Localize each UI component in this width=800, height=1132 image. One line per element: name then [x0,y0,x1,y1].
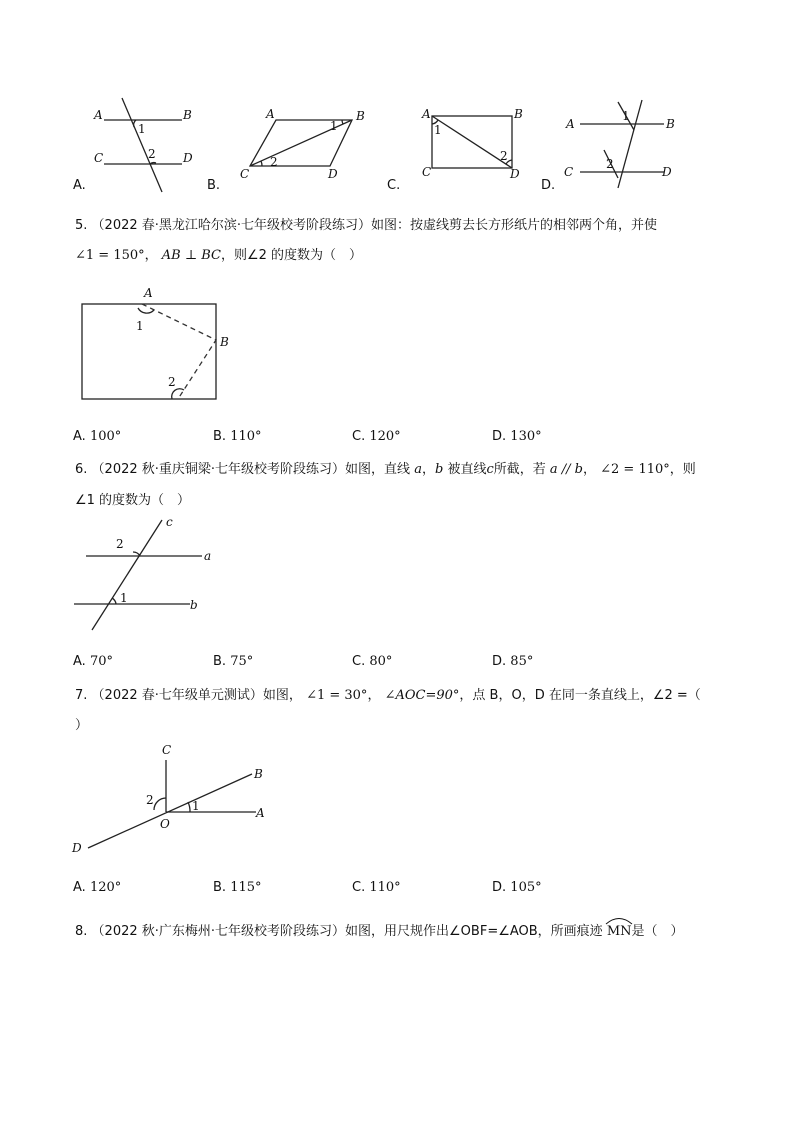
q6-figure [72,514,222,634]
q6-label-c: c [166,515,173,529]
q5-option-a: A. 100° [73,429,122,444]
q4-figure-b [238,106,368,186]
q5-perp: AB ⊥ BC [161,248,221,263]
q6-line1: 6. （2022 秋·重庆铜梁·七年级校考阶段练习）如图，直线 a，b 被直线c所截，若 a // b， ∠2 = 110°，则 [75,462,696,477]
q4b-label-a: A [266,107,275,121]
q4a-angle-1: 1 [138,122,146,136]
q5-angle-1: 1 [136,319,144,333]
q5-number: 5. [75,218,88,233]
q4d-label-d: D [662,165,672,179]
q4d-angle-1: 1 [622,109,630,123]
q4c-angle-2: 2 [500,149,508,163]
q4b-angle-1: 1 [330,119,338,133]
q5-label-a: A [144,286,153,300]
q6-option-d: D. 85° [492,654,534,669]
q7-option-a: A. 120° [73,880,122,895]
q7-angle-aoc: ∠AOC=90° [384,688,460,703]
q7-label-c: C [162,743,172,757]
q6-parallel: a // b [549,462,583,477]
q4-option-a: A. [73,178,86,193]
q4c-label-a: A [422,107,431,121]
q8-arc-mn: MN [607,924,632,939]
q5-option-d: D. 130° [492,429,542,444]
q4b-label-c: C [240,167,250,181]
q4c-label-b: B [514,107,523,121]
q5-label-b: B [220,335,229,349]
q5-option-b: B. 110° [213,429,262,444]
q6-option-a: A. 70° [73,654,113,669]
q4d-label-a: A [566,117,575,131]
q7-option-b: B. 115° [213,880,262,895]
q7-angle1: ∠1 = 30° [306,688,368,703]
q7-angle-2: 2 [146,793,154,807]
q6-label-b: b [190,598,198,612]
q4-figure-a [90,92,200,192]
q8-source: （2022 秋·广东梅州·七年级校考阶段练习） [91,924,346,939]
q4a-label-d: D [183,151,193,165]
q4a-label-a: A [94,108,103,122]
q6-label-a: a [204,549,212,563]
q7-line1: 7. （2022 春·七年级单元测试）如图， ∠1 = 30°， ∠AOC=90°，点 B，O，D 在同一条直线上，∠2 =（ [75,688,701,703]
q7-label-a: A [256,806,265,820]
q4a-angle-2: 2 [148,147,156,161]
q5-angle-2: 2 [168,375,176,389]
q4d-label-b: B [666,117,675,131]
q6-line2: ∠1 的度数为（ ） [75,493,191,508]
q8-line1: 8. （2022 秋·广东梅州·七年级校考阶段练习）如图，用尺规作出∠OBF=∠AOB，所画痕迹 MN是（ ） [75,920,684,939]
arc-overline-icon [605,915,635,925]
q5-text2: ，则∠2 的度数为（ ） [220,248,363,263]
q5-text1: 如图：按虚线剪去长方形纸片的相邻两个角，并使 [371,218,658,233]
q6-number: 6. [75,462,88,477]
q4d-angle-2: 2 [606,157,614,171]
q6-text1: 如图，直线 [345,462,411,477]
q4-option-b: B. [207,178,221,193]
q7-number: 7. [75,688,88,703]
q7-label-d: D [72,841,82,855]
q6-option-c: C. 80° [352,654,393,669]
q7-angle-1: 1 [192,799,200,813]
q5-line1 [75,214,657,233]
q6-option-b: B. 75° [213,654,254,669]
q4c-label-c: C [422,165,432,179]
q7-option-c: C. 110° [352,880,401,895]
q6-angle-2: 2 [116,537,124,551]
q6-angle2: ∠2 = 110° [600,462,670,477]
q7-figure [70,740,280,860]
q4d-label-c: C [564,165,574,179]
q4c-label-d: D [510,167,520,181]
q4-option-d: D. [541,178,556,193]
q6-source: （2022 秋·重庆铜梁·七年级校考阶段练习） [91,462,346,477]
q7-source: （2022 春·七年级单元测试） [91,688,263,703]
q4b-label-d: D [328,167,338,181]
q7-label-o: O [160,817,170,831]
q5-angle1: ∠1 = 150° [75,248,145,263]
q7-option-d: D. 105° [492,880,542,895]
q4b-angle-2: 2 [270,155,278,169]
q5-option-c: C. 120° [352,429,401,444]
q4-figure-d [560,98,680,190]
q6-angle-1: 1 [120,591,128,605]
q7-label-b: B [254,767,263,781]
q4c-angle-1: 1 [434,123,442,137]
q5-line2: ∠1 = 150°， AB ⊥ BC，则∠2 的度数为（ ） [75,248,363,263]
q4-figure-c [418,104,528,184]
q5-source: （2022 春·黑龙江哈尔滨·七年级校考阶段练习） [91,218,372,233]
q5-figure [82,282,262,402]
q8-number: 8. [75,924,88,939]
q7-line2: ） [75,718,89,733]
q4a-label-c: C [94,151,104,165]
q4a-label-b: B [183,108,192,122]
q4-option-c: C. [387,178,401,193]
q4b-label-b: B [356,109,365,123]
